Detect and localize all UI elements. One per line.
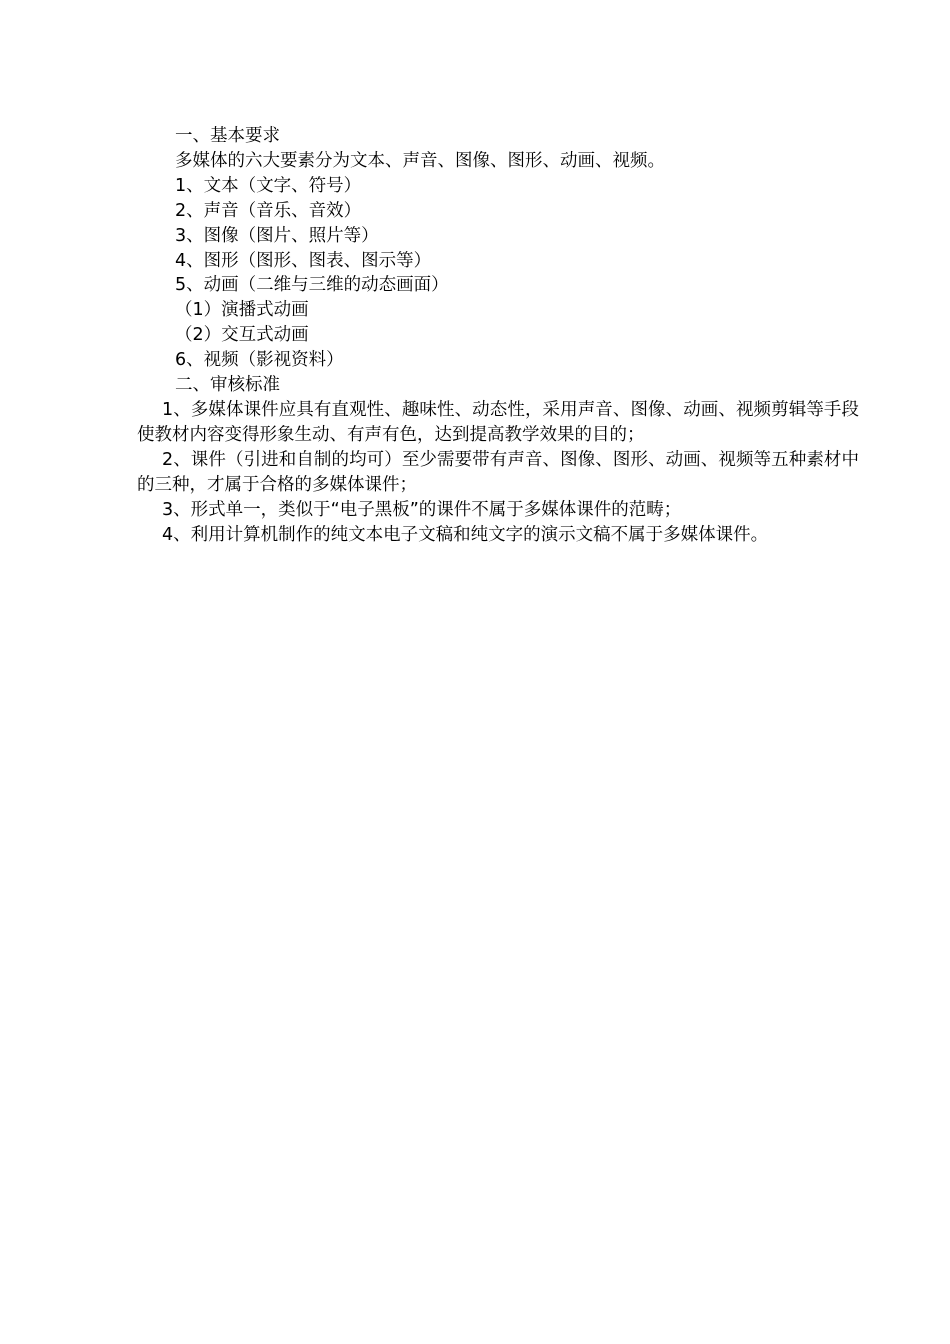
section-intro: 多媒体的六大要素分为文本、声音、图像、图形、动画、视频。 (175, 150, 665, 171)
document-body (137, 124, 859, 547)
standard-paragraph: 2、课件（引进和自制的均可）至少需要带有声音、图像、图形、动画、视频等五种素材中的三种，才属于合格的多媒体课件； (137, 449, 859, 495)
list-item: 3、图像（图片、照片等） (175, 225, 379, 246)
section-heading-basic-requirements: 一、基本要求 (175, 126, 280, 146)
element-list (137, 174, 859, 373)
section-heading-review-standards: 二、审核标准 (175, 375, 280, 396)
list-item: 6、视频（影视资料） (175, 350, 344, 371)
list-item: 2、声音（音乐、音效） (175, 200, 362, 221)
list-item: （1）演播式动画 (175, 300, 309, 321)
list-item: 4、图形（图形、图表、图示等） (175, 250, 432, 271)
list-item: （2）交互式动画 (175, 325, 309, 346)
standard-paragraph: 3、形式单一，类似于“电子黑板”的课件不属于多媒体课件的范畴； (162, 499, 682, 520)
standards-list (137, 398, 859, 547)
list-item: 1、文本（文字、符号） (175, 175, 362, 196)
standard-paragraph: 1、多媒体课件应具有直观性、趣味性、动态性，采用声音、图像、动画、视频剪辑等手段使教材内容变得形象生动、有声有色，达到提高教学效果的目的； (137, 399, 859, 445)
standard-paragraph: 4、利用计算机制作的纯文本电子文稿和纯文字的演示文稿不属于多媒体课件。 (162, 524, 769, 545)
list-item: 5、动画（二维与三维的动态画面） (175, 275, 449, 296)
